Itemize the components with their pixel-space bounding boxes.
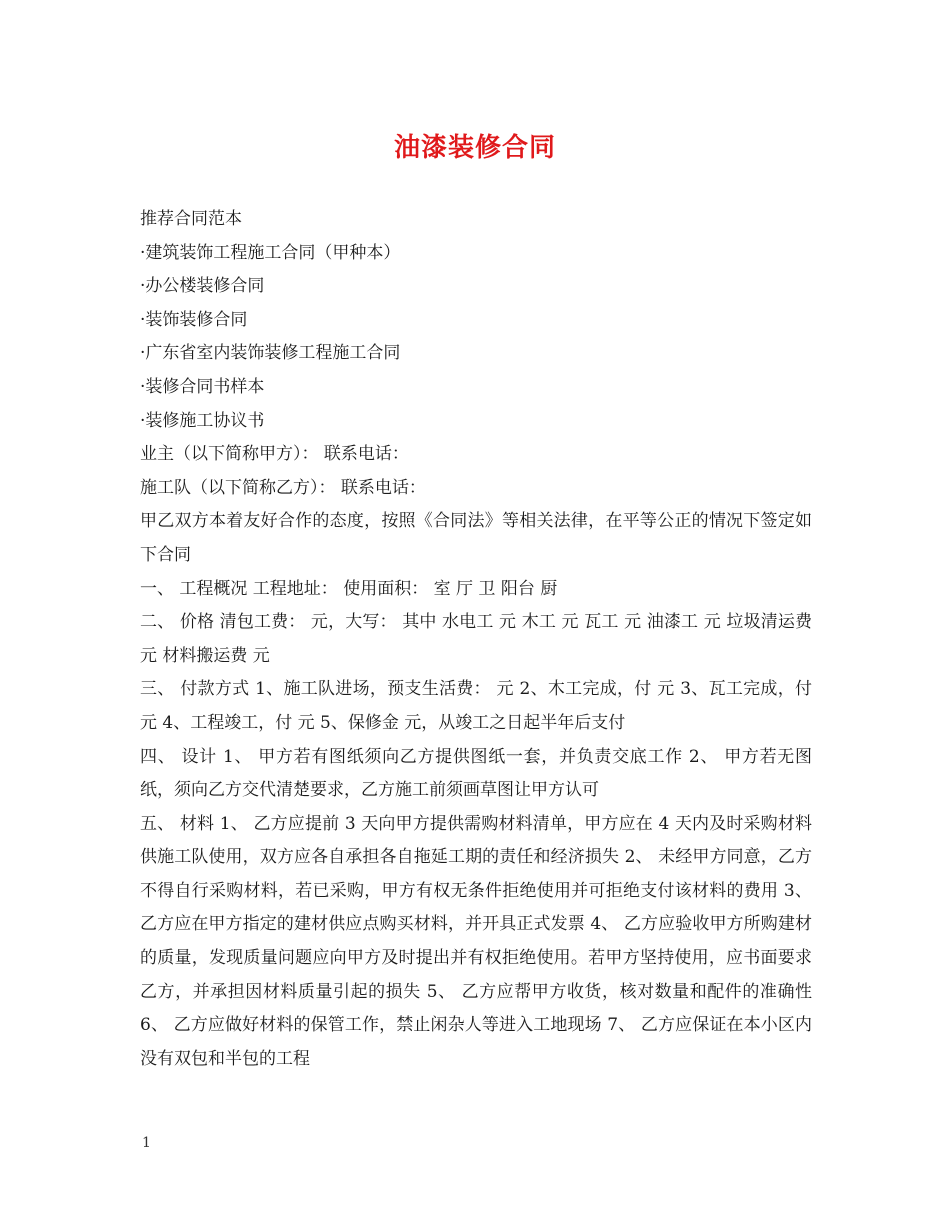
recommend-item-link[interactable]: ·装饰装修合同 [140, 309, 248, 330]
owner-contact-line: 业主（以下简称甲方）： 联系电话： [140, 444, 409, 465]
section-project-overview: 一、 工程概况 工程地址： 使用面积： 室 厅 卫 阳台 厨 [140, 578, 558, 599]
document-body [140, 203, 812, 1076]
recommend-heading: 推荐合同范本 [140, 209, 242, 229]
recommend-item-link[interactable]: ·广东省室内装饰装修工程施工合同 [140, 343, 401, 364]
recommend-item-link[interactable]: ·装修施工协议书 [140, 410, 265, 431]
section-price: 二、 价格 清包工费： 元，大写： 其中 水电工 元 木工 元 瓦工 元 油漆工 元 垃圾清运费 元 材料搬运费 元 [140, 612, 812, 666]
document-title: 油漆装修合同 [393, 133, 556, 163]
page-number: 1 [142, 1135, 151, 1151]
section-design: 四、 设计 1、 甲方若有图纸须向乙方提供图纸一套，并负责交底工作 2、 甲方若无图纸，须向乙方交代清楚要求，乙方施工前须画草图让甲方认可 [140, 746, 812, 801]
section-payment: 三、 付款方式 1、施工队进场，预支生活费： 元 2、木工完成，付 元 3、瓦工完成，付 元 4、工程竣工，付 元 5、保修金 元，从竣工之日起半年后支付 [140, 679, 812, 733]
intro-paragraph: 甲乙双方本着友好合作的态度，按照《合同法》等相关法律，在平等公正的情况下签定如下合同 [140, 511, 812, 565]
recommend-item-link[interactable]: ·办公楼装修合同 [140, 276, 265, 297]
recommend-item-link[interactable]: ·建筑装饰工程施工合同（甲种本） [140, 242, 401, 263]
recommend-item-link[interactable]: ·装修合同书样本 [140, 376, 265, 397]
section-materials: 五、 材料 1、 乙方应提前 3 天向甲方提供需购材料清单，甲方应在 4 天内及时采购材料供施工队使用，双方应各自承担各自拖延工期的责任和经济损失 2、 未经甲方同意，乙方不得自行采购材料，若已采购，甲方有权无条件拒绝使用并可拒绝支付该材料的费用 3、 乙方应在甲方指定的建材供应点购买材料，并开具正式发票 4、 乙方应验收甲方所购建材的质量，发现质量问题应向甲方及时提出并有权拒绝使用。若甲方坚持使用，应书面要求乙方，并承担因材料质量引起的损失 5、 乙方应帮甲方收货，核对数量和配件的准确性 6、 乙方应做好材料的保管工作，禁止闲杂人等进入工地现场 7、 乙方应保证在本小区内没有双包和半包的工程 [140, 813, 812, 1069]
team-contact-line: 施工队（以下简称乙方）： 联系电话： [140, 477, 426, 498]
